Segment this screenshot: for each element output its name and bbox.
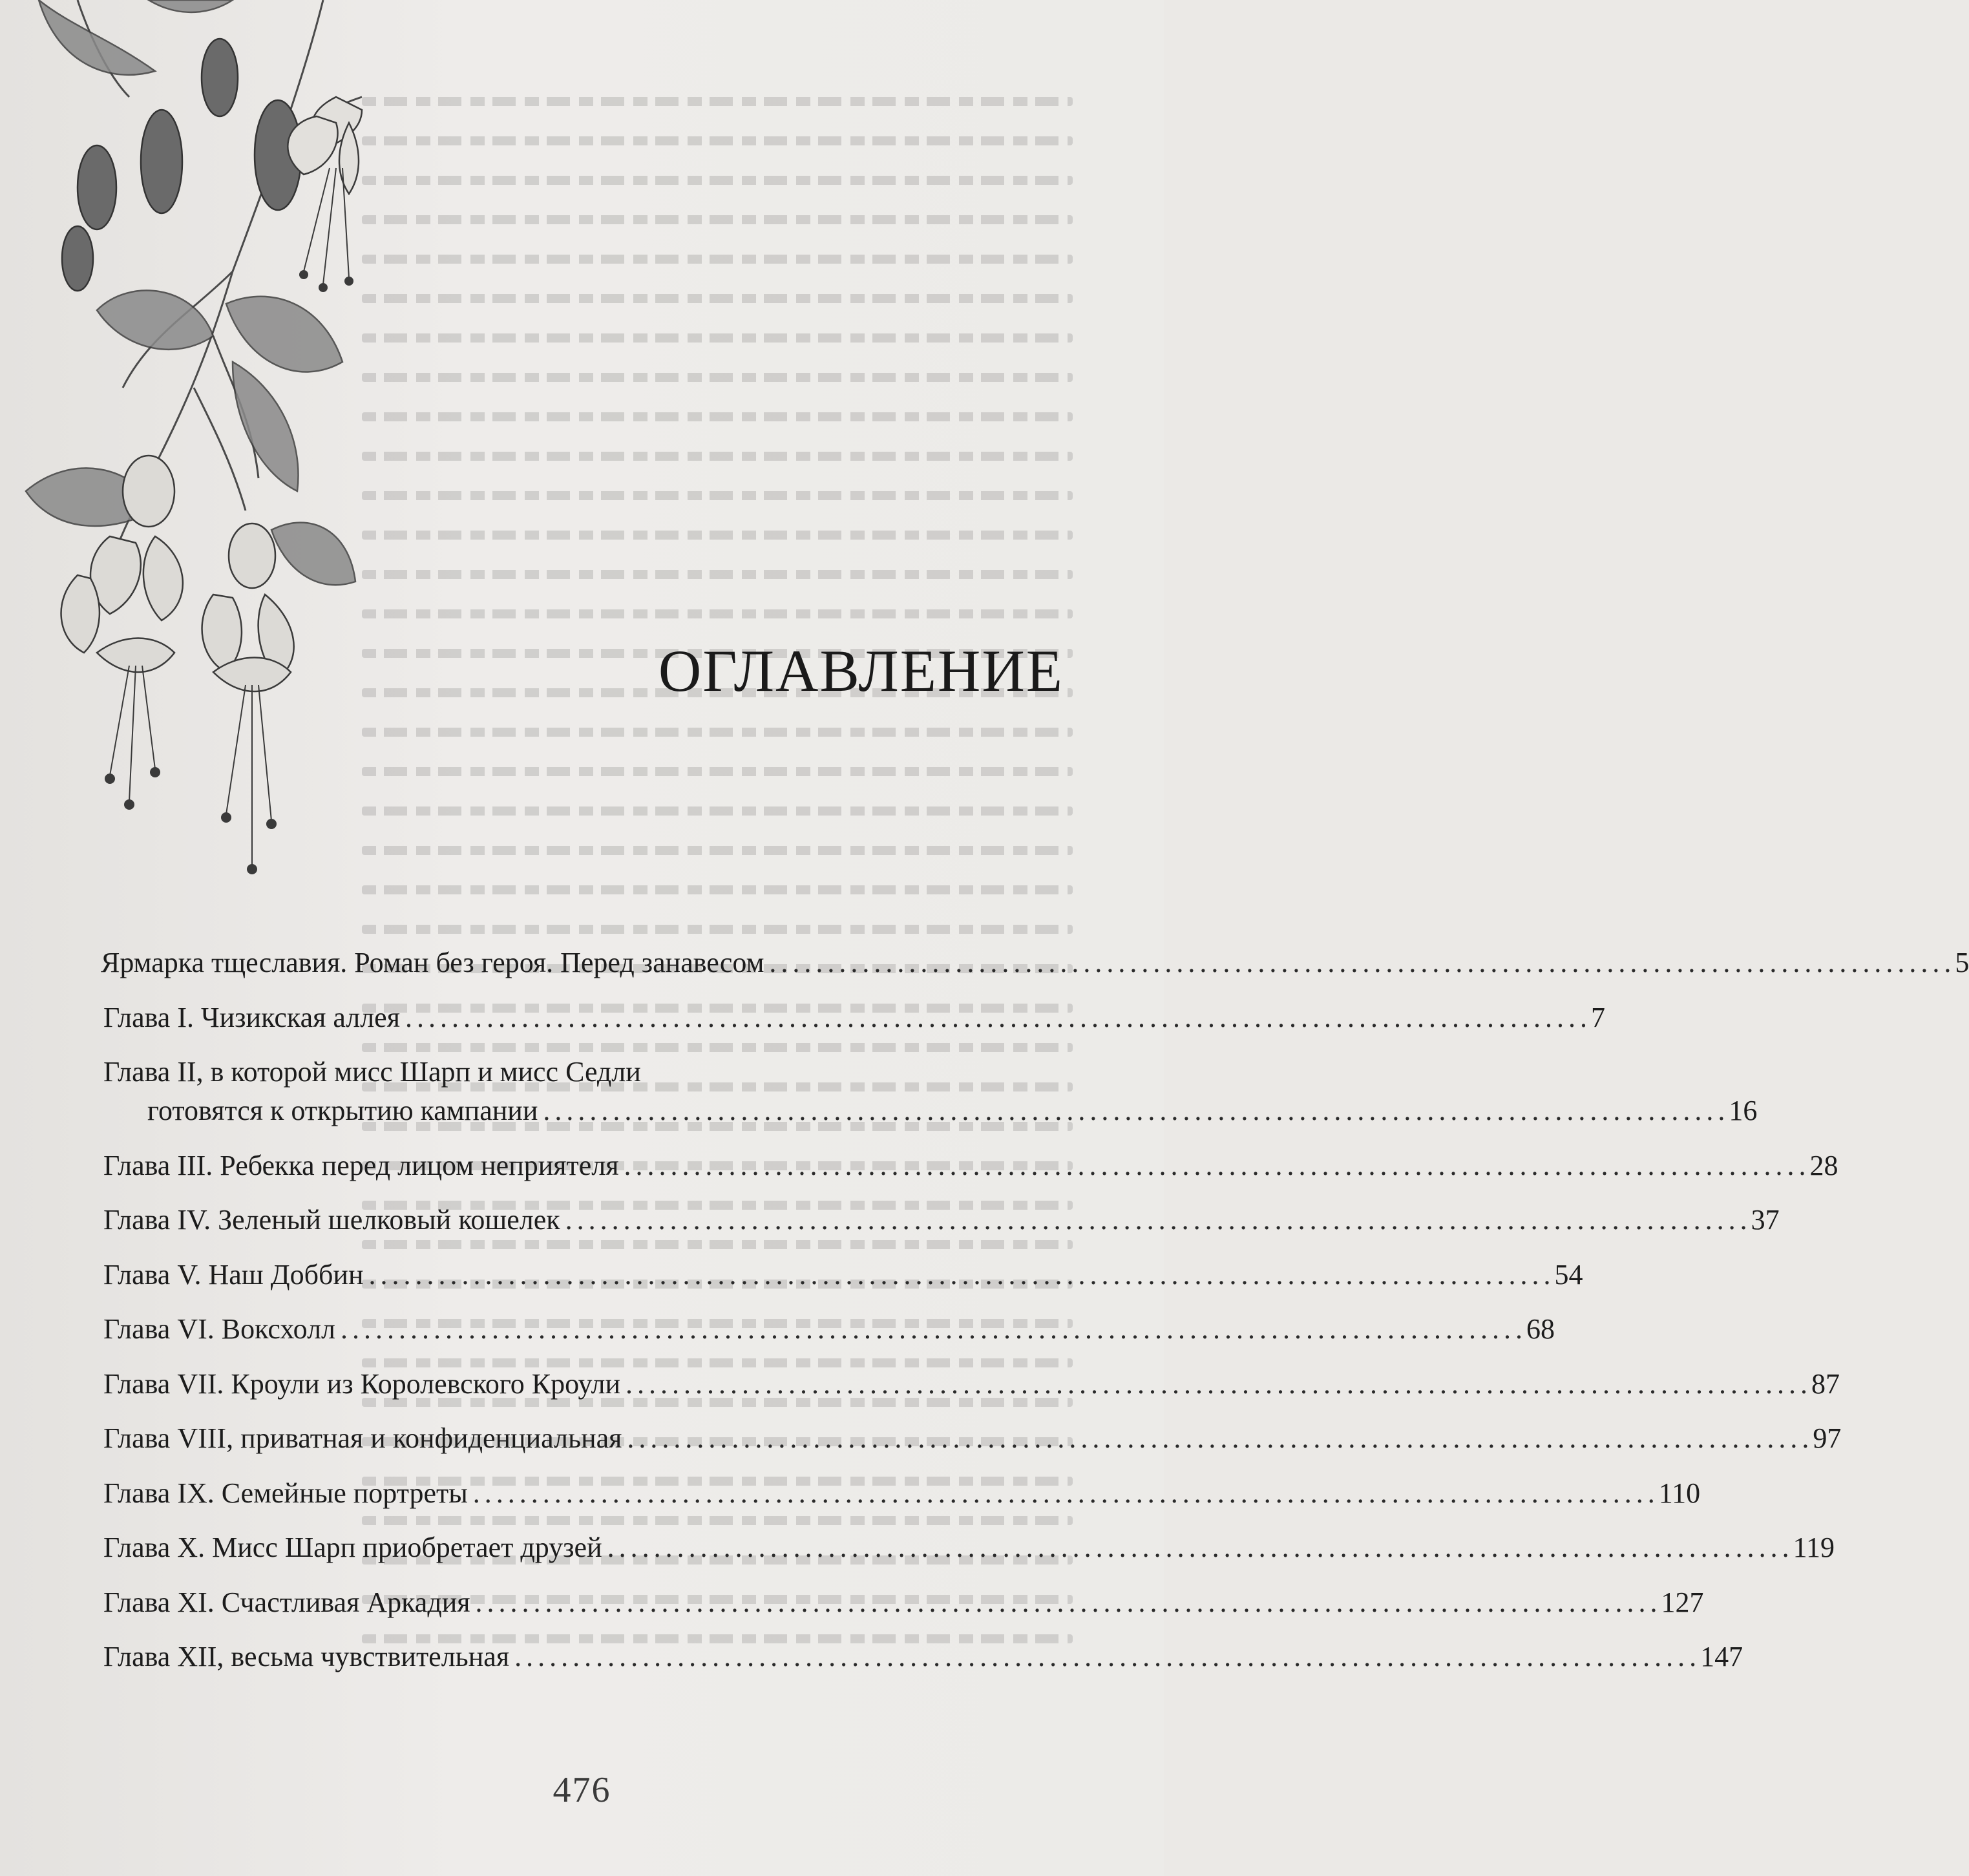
toc-entry-title: Глава IV. Зеленый шелковый кошелек — [103, 1204, 560, 1236]
toc-entry-title: Глава XI. Счастливая Аркадия — [103, 1586, 470, 1618]
toc-entry-title: Глава VII. Кроули из Королевского Кроули — [103, 1367, 621, 1400]
toc-leader-dots — [476, 1583, 1656, 1622]
toc-leader-dots — [369, 1256, 1550, 1294]
toc-page-number: 110 — [1658, 1477, 1701, 1509]
toc-page-number: 54 — [1554, 1258, 1583, 1291]
toc-entry — [103, 1419, 1842, 1458]
toc-page-number: 68 — [1526, 1313, 1555, 1345]
toc-leader-dots — [341, 1310, 1521, 1349]
toc-page-number: 5 — [1955, 947, 1969, 978]
toc-entry — [103, 1146, 1838, 1185]
toc-leader-dots — [473, 1474, 1654, 1513]
page-title: ОГЛАВЛЕНИЕ — [658, 638, 1064, 704]
toc-page-number: 119 — [1793, 1532, 1835, 1563]
toc-entry-title: Глава III. Ребекка перед лицом неприятеля — [103, 1149, 619, 1181]
toc-entry — [103, 1583, 1704, 1622]
toc-entry-title: Глава VI. Воксхолл — [103, 1313, 336, 1345]
toc-entry — [103, 1365, 1840, 1404]
toc-page-number: 147 — [1700, 1641, 1743, 1672]
toc-leader-dots — [565, 1201, 1746, 1239]
toc-entry — [103, 1638, 1743, 1676]
toc-entry-title: Глава VIII, приватная и конфиденциальная — [103, 1422, 622, 1454]
toc-entry — [103, 1256, 1583, 1294]
toc-entry-title: Глава II, в которой мисс Шарп и мисс Седли — [103, 1056, 641, 1088]
toc-entry — [103, 998, 1605, 1037]
toc-entry-title: Ярмарка тщеславия. Роман без героя. Перед занавесом — [101, 947, 764, 978]
toc-page-number: 87 — [1811, 1367, 1840, 1400]
toc-entry-title: Глава I. Чизикская аллея — [103, 1001, 400, 1033]
folio-page-number: 476 — [553, 1770, 611, 1810]
toc-entry-title: Глава XII, весьма чувствительная — [103, 1641, 510, 1672]
toc-page-number: 28 — [1809, 1149, 1838, 1181]
toc-leader-dots — [626, 1365, 1806, 1404]
toc-entry — [103, 1310, 1555, 1349]
toc-page-number: 127 — [1661, 1586, 1704, 1618]
toc-entry — [103, 1201, 1780, 1239]
toc-page-number: 97 — [1813, 1422, 1842, 1454]
fuchsia-flower-illustration — [0, 0, 362, 898]
toc-entry-title: Глава V. Наш Доббин — [103, 1258, 364, 1291]
toc-entry-title: Глава IX. Семейные портреты — [103, 1477, 468, 1509]
toc-page-number: 37 — [1751, 1204, 1780, 1236]
table-of-contents — [101, 943, 1969, 1692]
toc-entry — [103, 1053, 1758, 1130]
toc-leader-dots — [405, 998, 1586, 1037]
toc-page-number: 7 — [1590, 1001, 1605, 1033]
toc-entry — [103, 1474, 1701, 1513]
toc-entry-title-continuation: готовятся к открытию кампании — [147, 1095, 538, 1126]
toc-entry-title: Глава X. Мисс Шарп приобретает друзей — [103, 1532, 602, 1563]
toc-leader-dots — [607, 1528, 1788, 1567]
toc-leader-dots — [543, 1091, 1723, 1130]
toc-entry — [103, 1528, 1835, 1567]
toc-leader-dots — [627, 1419, 1807, 1458]
toc-leader-dots — [514, 1638, 1695, 1676]
toc-leader-dots — [769, 943, 1950, 982]
toc-page-number: 16 — [1729, 1095, 1758, 1126]
toc-entry — [101, 943, 1969, 982]
toc-leader-dots — [624, 1146, 1805, 1185]
